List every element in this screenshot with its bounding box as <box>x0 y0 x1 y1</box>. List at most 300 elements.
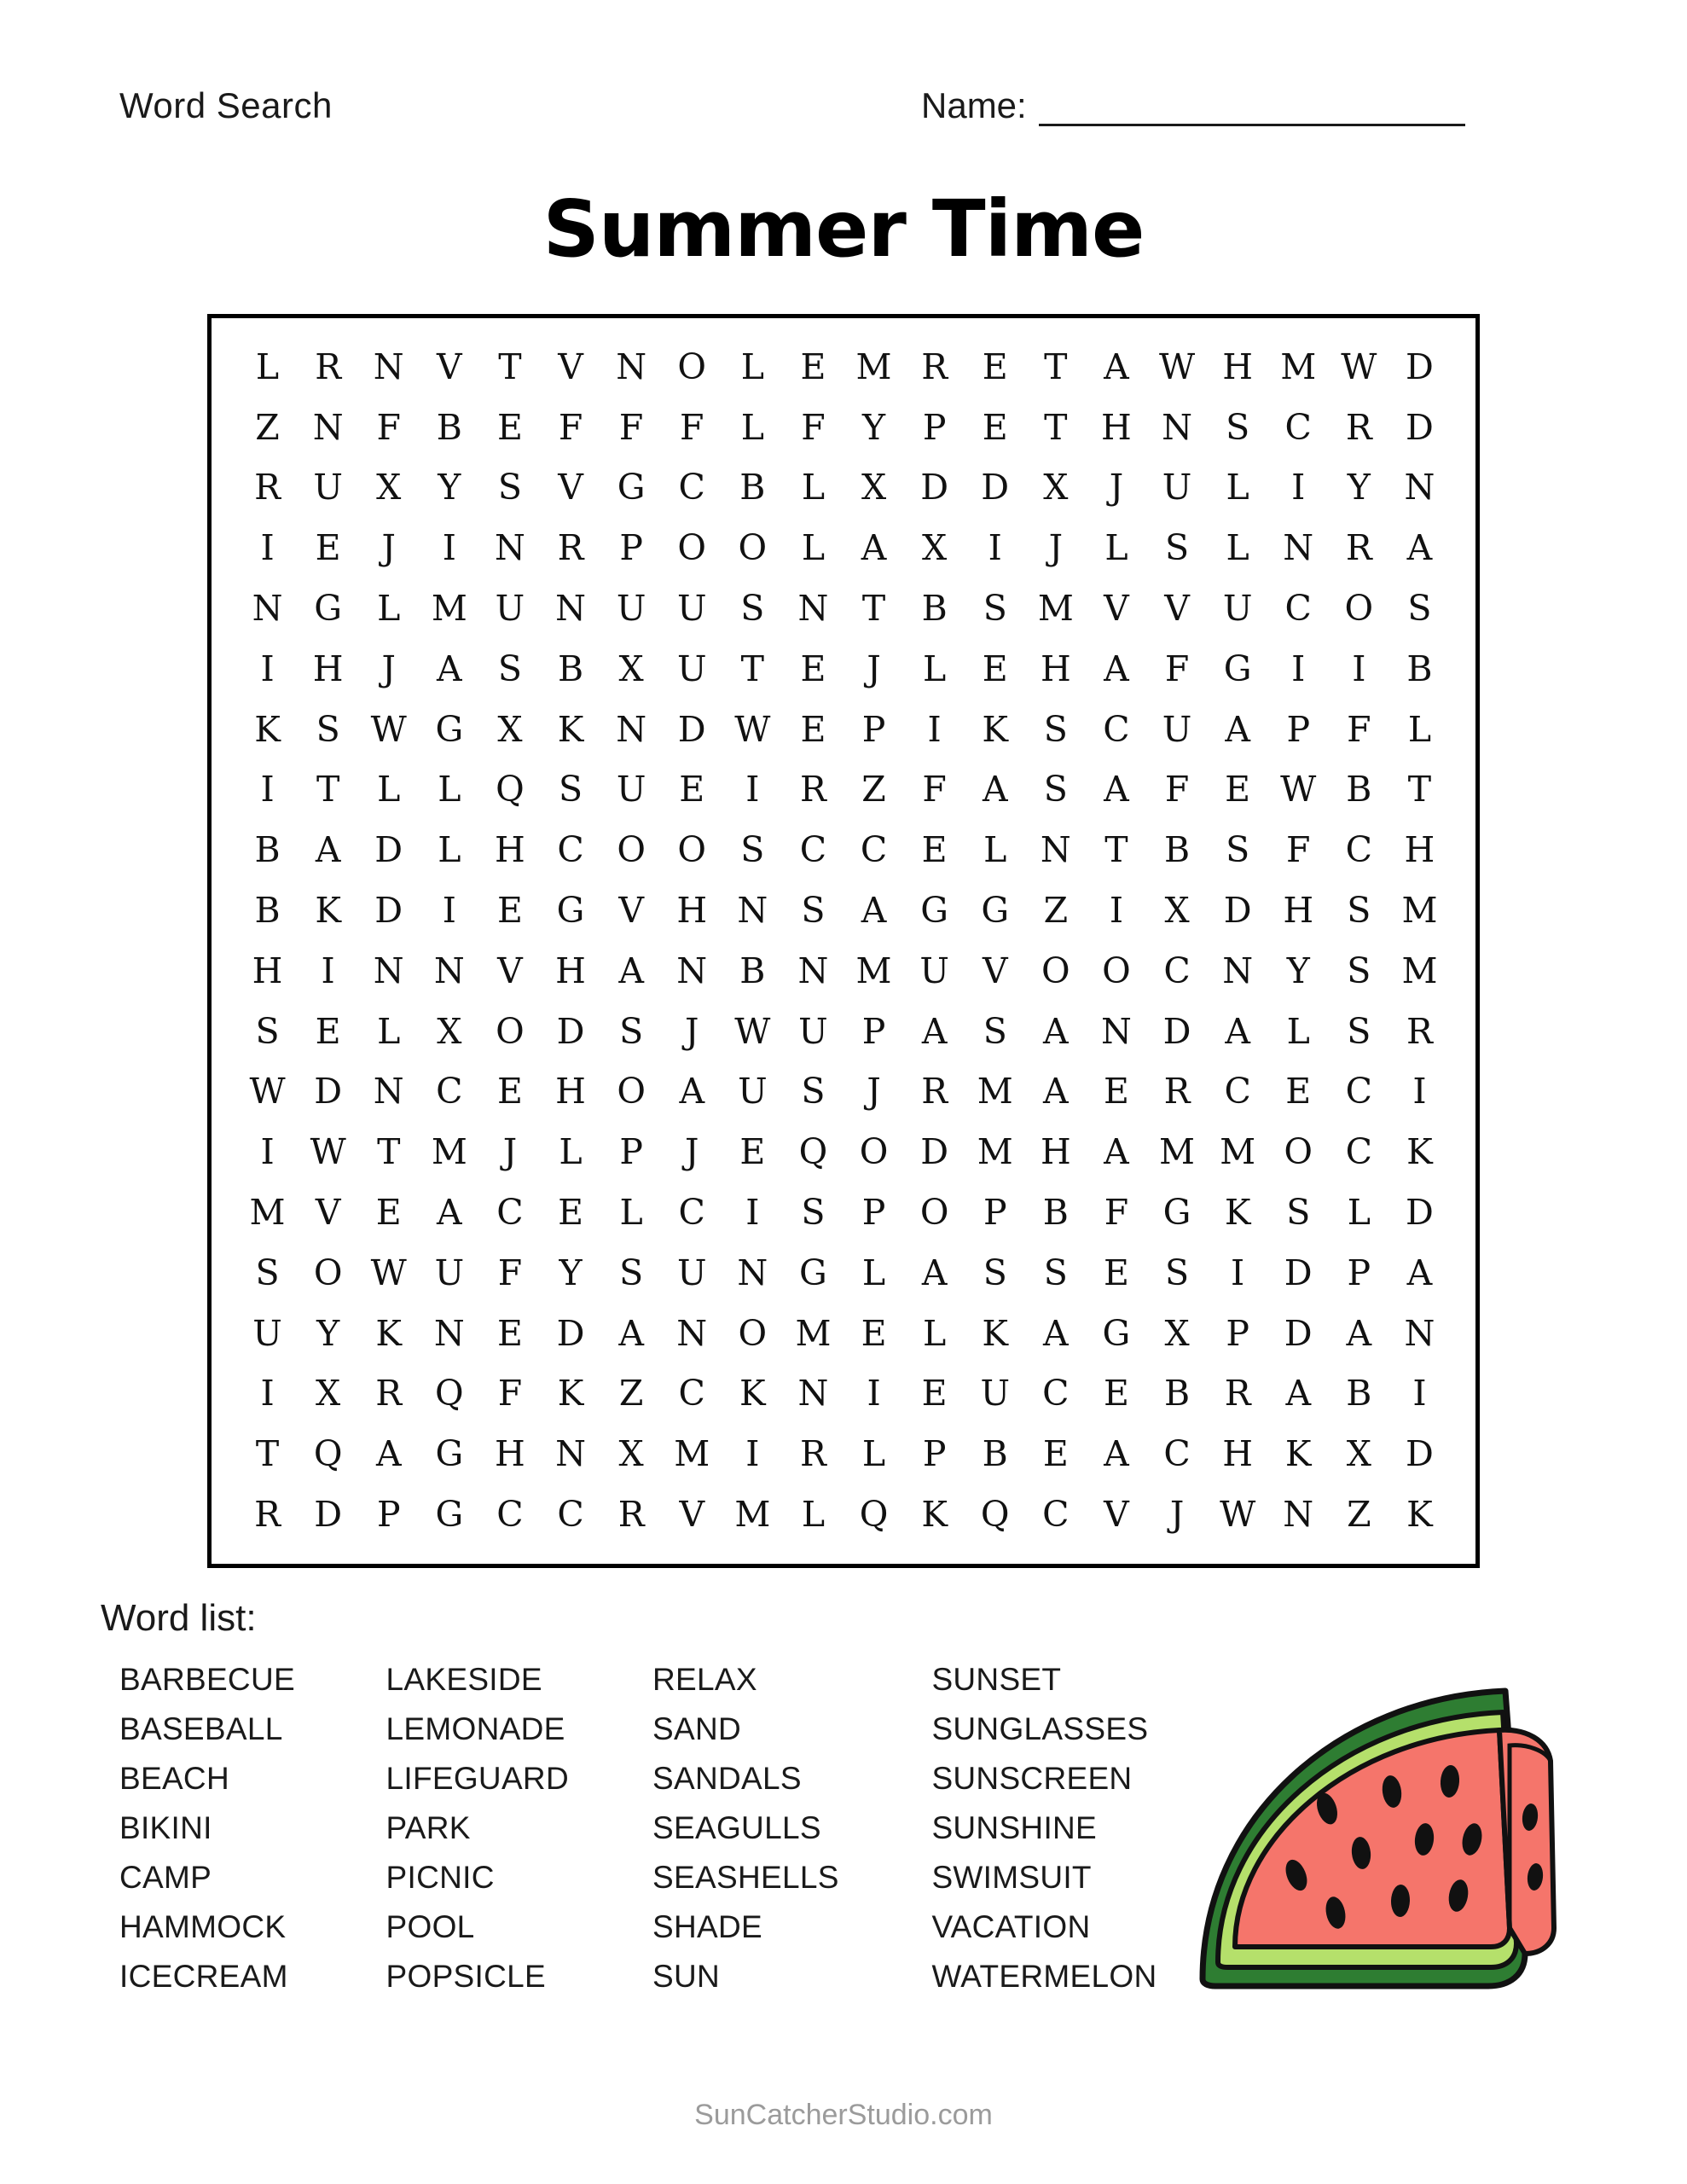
grid-cell[interactable]: S <box>316 708 340 750</box>
grid-cell[interactable]: R <box>1406 1010 1433 1052</box>
grid-cell[interactable]: H <box>676 890 708 932</box>
grid-cell[interactable]: B <box>739 950 766 991</box>
grid-cell[interactable]: T <box>1104 829 1128 871</box>
grid-cell[interactable]: O <box>617 1071 646 1112</box>
grid-cell[interactable]: O <box>1041 950 1070 991</box>
grid-cell[interactable]: S <box>619 1252 644 1293</box>
grid-cell[interactable]: A <box>618 950 644 991</box>
grid-cell[interactable]: V <box>315 1192 341 1234</box>
grid-cell[interactable]: B <box>1346 1373 1372 1414</box>
grid-cell[interactable]: W <box>734 1010 771 1052</box>
grid-cell[interactable]: A <box>1043 1010 1069 1052</box>
grid-cell[interactable]: C <box>1163 1433 1191 1475</box>
grid-cell[interactable]: L <box>559 1131 583 1173</box>
grid-cell[interactable]: G <box>435 1494 464 1536</box>
grid-cell[interactable]: S <box>801 1192 826 1234</box>
grid-cell[interactable]: E <box>982 406 1008 448</box>
grid-cell[interactable]: S <box>1347 950 1371 991</box>
grid-cell[interactable]: B <box>1163 829 1191 871</box>
grid-cell[interactable]: M <box>734 1494 771 1536</box>
grid-cell[interactable]: A <box>315 829 341 871</box>
grid-cell[interactable]: B <box>982 1433 1008 1475</box>
grid-cell[interactable]: E <box>800 346 826 387</box>
grid-cell[interactable]: T <box>740 648 765 689</box>
grid-cell[interactable]: M <box>977 1131 1013 1173</box>
grid-cell[interactable]: L <box>801 527 826 569</box>
grid-cell[interactable]: B <box>1042 1192 1069 1234</box>
grid-cell[interactable]: K <box>315 890 341 932</box>
word-list-item[interactable]: SWIMSUIT <box>931 1860 1092 1895</box>
grid-cell[interactable]: O <box>738 527 768 569</box>
grid-cell[interactable]: S <box>983 588 1007 630</box>
grid-cell[interactable]: C <box>1224 1071 1251 1112</box>
grid-cell[interactable]: J <box>1048 527 1064 569</box>
grid-cell[interactable]: N <box>737 890 768 932</box>
grid-cell[interactable]: H <box>1101 406 1132 448</box>
grid-cell[interactable]: M <box>977 1071 1013 1112</box>
grid-cell[interactable]: L <box>923 1312 947 1354</box>
grid-cell[interactable]: P <box>983 1192 1007 1234</box>
grid-cell[interactable]: J <box>867 648 881 689</box>
grid-cell[interactable]: S <box>1407 588 1432 630</box>
grid-cell[interactable]: L <box>740 346 764 387</box>
grid-cell[interactable]: H <box>1283 890 1314 932</box>
grid-cell[interactable]: I <box>1109 890 1124 932</box>
grid-cell[interactable]: F <box>497 1252 523 1293</box>
grid-cell[interactable]: O <box>919 1192 949 1234</box>
grid-cell[interactable]: R <box>1345 406 1372 448</box>
grid-cell[interactable]: E <box>1103 1373 1129 1414</box>
grid-cell[interactable]: I <box>260 769 275 810</box>
grid-cell[interactable]: U <box>1162 708 1192 750</box>
grid-cell[interactable]: J <box>502 1131 518 1173</box>
grid-cell[interactable]: H <box>1040 1131 1071 1173</box>
grid-cell[interactable]: A <box>1406 1252 1433 1293</box>
grid-cell[interactable]: G <box>435 1433 464 1475</box>
grid-cell[interactable]: X <box>1164 890 1190 932</box>
grid-cell[interactable]: K <box>1406 1494 1433 1536</box>
grid-cell[interactable]: E <box>800 648 826 689</box>
word-list-item[interactable]: LIFEGUARD <box>386 1761 569 1796</box>
word-list-item[interactable]: BIKINI <box>119 1810 212 1845</box>
grid-cell[interactable]: P <box>922 406 947 448</box>
grid-cell[interactable]: F <box>618 406 644 448</box>
grid-cell[interactable]: K <box>254 708 281 750</box>
grid-cell[interactable]: E <box>496 1312 523 1354</box>
grid-cell[interactable]: N <box>555 588 586 630</box>
grid-cell[interactable]: C <box>678 1373 705 1414</box>
word-list-item[interactable]: BEACH <box>119 1761 229 1796</box>
grid-cell[interactable]: N <box>555 1433 586 1475</box>
grid-cell[interactable]: Y <box>862 406 886 448</box>
grid-cell[interactable]: V <box>679 1494 705 1536</box>
grid-cell[interactable]: L <box>1286 1010 1310 1052</box>
grid-cell[interactable]: C <box>860 829 888 871</box>
grid-cell[interactable]: I <box>1352 648 1366 689</box>
grid-cell[interactable]: C <box>1284 406 1312 448</box>
grid-cell[interactable]: O <box>1284 1131 1313 1173</box>
grid-cell[interactable]: K <box>739 1373 766 1414</box>
grid-cell[interactable]: H <box>555 950 586 991</box>
grid-cell[interactable]: I <box>260 648 275 689</box>
grid-cell[interactable]: W <box>1158 346 1196 387</box>
grid-cell[interactable]: N <box>1404 1312 1435 1354</box>
word-list-item[interactable]: SAND <box>652 1711 742 1746</box>
grid-cell[interactable]: M <box>431 1131 467 1173</box>
grid-cell[interactable]: N <box>737 1252 768 1293</box>
grid-cell[interactable]: Z <box>1347 1494 1371 1536</box>
grid-cell[interactable]: B <box>1406 648 1433 689</box>
grid-cell[interactable]: N <box>797 588 829 630</box>
word-list-item[interactable]: SUNSET <box>931 1662 1062 1697</box>
grid-cell[interactable]: A <box>1043 1071 1069 1112</box>
grid-cell[interactable]: C <box>1042 1373 1070 1414</box>
grid-cell[interactable]: D <box>1284 1312 1313 1354</box>
grid-cell[interactable]: X <box>1346 1433 1371 1475</box>
grid-cell[interactable]: C <box>678 467 705 508</box>
grid-cell[interactable]: N <box>616 708 647 750</box>
grid-cell[interactable]: L <box>438 829 461 871</box>
grid-cell[interactable]: P <box>1286 708 1311 750</box>
grid-cell[interactable]: I <box>745 1433 760 1475</box>
grid-cell[interactable]: S <box>255 1252 280 1293</box>
grid-cell[interactable]: A <box>1406 527 1433 569</box>
grid-cell[interactable]: Y <box>559 1252 583 1293</box>
grid-cell[interactable]: I <box>321 950 335 991</box>
grid-cell[interactable]: D <box>1406 1433 1434 1475</box>
grid-cell[interactable]: T <box>1044 406 1068 448</box>
grid-cell[interactable]: K <box>1406 1131 1433 1173</box>
grid-cell[interactable]: U <box>434 1252 465 1293</box>
grid-cell[interactable]: S <box>1226 829 1250 871</box>
grid-cell[interactable]: C <box>1345 1131 1373 1173</box>
grid-cell[interactable]: P <box>1226 1312 1249 1354</box>
grid-cell[interactable]: T <box>861 588 886 630</box>
grid-cell[interactable]: A <box>679 1071 705 1112</box>
grid-cell[interactable]: M <box>855 346 892 387</box>
grid-cell[interactable]: R <box>1224 1373 1251 1414</box>
grid-cell[interactable]: V <box>618 890 644 932</box>
word-list-item[interactable]: VACATION <box>931 1909 1091 1944</box>
grid-cell[interactable]: S <box>1043 1252 1068 1293</box>
grid-cell[interactable]: F <box>1347 708 1371 750</box>
grid-cell[interactable]: C <box>1042 1494 1070 1536</box>
grid-cell[interactable]: E <box>375 1192 402 1234</box>
grid-cell[interactable]: M <box>249 1192 286 1234</box>
grid-cell[interactable]: N <box>1040 829 1071 871</box>
grid-cell[interactable]: B <box>436 406 462 448</box>
grid-cell[interactable]: A <box>375 1433 402 1475</box>
grid-cell[interactable]: K <box>982 708 1009 750</box>
grid-cell[interactable]: B <box>557 648 584 689</box>
grid-cell[interactable]: O <box>1344 588 1374 630</box>
grid-cell[interactable]: I <box>442 527 456 569</box>
grid-cell[interactable]: F <box>376 406 401 448</box>
grid-cell[interactable]: X <box>316 1373 341 1414</box>
grid-cell[interactable]: I <box>867 1373 881 1414</box>
grid-cell[interactable]: K <box>375 1312 403 1354</box>
word-list-item[interactable]: SUNGLASSES <box>931 1711 1149 1746</box>
grid-cell[interactable]: L <box>740 406 764 448</box>
grid-cell[interactable]: N <box>1222 950 1254 991</box>
grid-cell[interactable]: S <box>255 1010 280 1052</box>
word-list-item[interactable]: SUN <box>652 1959 721 1994</box>
grid-cell[interactable]: W <box>370 1252 407 1293</box>
grid-cell[interactable]: W <box>734 708 771 750</box>
grid-cell[interactable]: W <box>1280 769 1317 810</box>
grid-cell[interactable]: L <box>255 346 280 387</box>
grid-cell[interactable]: S <box>740 829 765 871</box>
grid-cell[interactable]: D <box>1223 890 1252 932</box>
grid-cell[interactable]: W <box>310 1131 346 1173</box>
grid-cell[interactable]: E <box>921 1373 948 1414</box>
grid-cell[interactable]: S <box>1286 1192 1311 1234</box>
word-list-item[interactable]: PARK <box>386 1810 471 1845</box>
grid-cell[interactable]: Z <box>618 1373 644 1414</box>
grid-cell[interactable]: S <box>1043 769 1068 810</box>
grid-cell[interactable]: M <box>1280 346 1317 387</box>
grid-cell[interactable]: L <box>1347 1192 1371 1234</box>
grid-cell[interactable]: N <box>373 950 404 991</box>
grid-cell[interactable]: X <box>1043 467 1069 508</box>
word-list-item[interactable]: BARBECUE <box>119 1662 295 1697</box>
grid-cell[interactable]: D <box>374 829 403 871</box>
grid-cell[interactable]: D <box>314 1071 343 1112</box>
grid-cell[interactable]: E <box>1285 1071 1312 1112</box>
grid-cell[interactable]: T <box>316 769 340 810</box>
grid-cell[interactable]: S <box>983 1010 1007 1052</box>
grid-cell[interactable]: K <box>921 1494 948 1536</box>
word-list-item[interactable]: POOL <box>386 1909 475 1944</box>
grid-cell[interactable]: X <box>922 527 948 569</box>
word-list-item[interactable]: SHADE <box>652 1909 763 1944</box>
grid-cell[interactable]: E <box>739 1131 766 1173</box>
word-list-item[interactable]: HAMMOCK <box>119 1909 287 1944</box>
grid-cell[interactable]: B <box>1346 769 1372 810</box>
grid-cell[interactable]: P <box>922 1433 947 1475</box>
grid-cell[interactable]: Q <box>980 1494 1010 1536</box>
grid-cell[interactable]: W <box>1341 346 1377 387</box>
grid-cell[interactable]: T <box>377 1131 401 1173</box>
grid-cell[interactable]: A <box>861 527 887 569</box>
grid-cell[interactable]: M <box>1037 588 1074 630</box>
grid-cell[interactable]: F <box>801 406 826 448</box>
grid-cell[interactable]: A <box>618 1312 644 1354</box>
grid-cell[interactable]: R <box>921 1071 948 1112</box>
grid-cell[interactable]: A <box>1285 1373 1312 1414</box>
grid-cell[interactable]: W <box>370 708 407 750</box>
grid-cell[interactable]: N <box>616 346 647 387</box>
grid-cell[interactable]: T <box>255 1433 280 1475</box>
grid-cell[interactable]: N <box>797 1373 829 1414</box>
grid-cell[interactable]: O <box>677 346 707 387</box>
grid-cell[interactable]: V <box>1104 1494 1129 1536</box>
grid-cell[interactable]: L <box>861 1433 886 1475</box>
grid-cell[interactable]: N <box>252 588 283 630</box>
grid-cell[interactable]: L <box>377 588 401 630</box>
grid-cell[interactable]: C <box>496 1192 524 1234</box>
grid-cell[interactable]: U <box>1222 588 1253 630</box>
grid-cell[interactable]: Z <box>861 769 886 810</box>
word-list-item[interactable]: WATERMELON <box>931 1959 1157 1994</box>
grid-cell[interactable]: I <box>1291 648 1306 689</box>
grid-cell[interactable]: U <box>495 588 525 630</box>
grid-cell[interactable]: L <box>983 829 1007 871</box>
grid-cell[interactable]: E <box>496 890 523 932</box>
grid-cell[interactable]: P <box>861 708 886 750</box>
grid-cell[interactable]: P <box>1347 1252 1371 1293</box>
grid-cell[interactable]: N <box>1283 527 1314 569</box>
grid-cell[interactable]: C <box>799 829 827 871</box>
word-list-item[interactable]: CAMP <box>119 1860 212 1895</box>
grid-cell[interactable]: M <box>795 1312 832 1354</box>
grid-cell[interactable]: Y <box>316 1312 340 1354</box>
grid-cell[interactable]: F <box>1104 1192 1129 1234</box>
grid-cell[interactable]: U <box>676 648 707 689</box>
grid-cell[interactable]: E <box>982 648 1008 689</box>
grid-cell[interactable]: D <box>556 1312 585 1354</box>
grid-cell[interactable]: B <box>254 890 281 932</box>
grid-cell[interactable]: R <box>617 1494 645 1536</box>
grid-cell[interactable]: Q <box>496 769 525 810</box>
grid-cell[interactable]: A <box>921 1010 948 1052</box>
grid-cell[interactable]: L <box>377 769 401 810</box>
grid-cell[interactable]: E <box>496 406 523 448</box>
grid-cell[interactable]: V <box>558 467 583 508</box>
grid-cell[interactable]: U <box>919 950 949 991</box>
grid-cell[interactable]: T <box>498 346 522 387</box>
grid-cell[interactable]: P <box>619 527 643 569</box>
grid-cell[interactable]: I <box>1412 1071 1427 1112</box>
grid-cell[interactable]: P <box>861 1192 886 1234</box>
grid-cell[interactable]: G <box>1162 1192 1191 1234</box>
grid-cell[interactable]: H <box>495 829 525 871</box>
grid-cell[interactable]: K <box>557 708 584 750</box>
grid-cell[interactable]: H <box>495 1433 525 1475</box>
grid-cell[interactable]: R <box>315 346 342 387</box>
grid-cell[interactable]: N <box>1404 467 1435 508</box>
grid-cell[interactable]: E <box>1225 769 1251 810</box>
grid-cell[interactable]: V <box>497 950 523 991</box>
grid-cell[interactable]: T <box>1044 346 1068 387</box>
grid-cell[interactable]: U <box>738 1071 768 1112</box>
grid-cell[interactable]: Q <box>798 1131 828 1173</box>
grid-cell[interactable]: O <box>1102 950 1131 991</box>
grid-cell[interactable]: X <box>618 648 644 689</box>
grid-cell[interactable]: S <box>740 588 765 630</box>
grid-cell[interactable]: G <box>314 588 343 630</box>
grid-cell[interactable]: F <box>1286 829 1311 871</box>
grid-cell[interactable]: E <box>315 527 341 569</box>
grid-cell[interactable]: S <box>801 1071 826 1112</box>
grid-cell[interactable]: E <box>558 1192 583 1234</box>
word-list-item[interactable]: LAKESIDE <box>386 1662 542 1697</box>
grid-cell[interactable]: U <box>616 769 646 810</box>
grid-cell[interactable]: V <box>1164 588 1190 630</box>
grid-cell[interactable]: M <box>1401 890 1438 932</box>
grid-cell[interactable]: F <box>680 406 704 448</box>
grid-cell[interactable]: A <box>921 1252 948 1293</box>
grid-cell[interactable]: X <box>1164 1312 1190 1354</box>
grid-cell[interactable]: C <box>1284 588 1312 630</box>
grid-cell[interactable]: S <box>1226 406 1250 448</box>
grid-cell[interactable]: I <box>988 527 1002 569</box>
grid-cell[interactable]: O <box>677 527 707 569</box>
grid-cell[interactable]: I <box>1291 467 1306 508</box>
grid-cell[interactable]: A <box>982 769 1008 810</box>
grid-cell[interactable]: M <box>674 1433 710 1475</box>
grid-cell[interactable]: U <box>616 588 646 630</box>
grid-cell[interactable]: I <box>260 527 275 569</box>
grid-cell[interactable]: M <box>431 588 467 630</box>
grid-cell[interactable]: L <box>801 467 826 508</box>
grid-cell[interactable]: U <box>676 588 707 630</box>
grid-cell[interactable]: R <box>375 1373 403 1414</box>
grid-cell[interactable]: R <box>921 346 948 387</box>
grid-cell[interactable]: G <box>920 890 949 932</box>
grid-cell[interactable]: L <box>619 1192 643 1234</box>
grid-cell[interactable]: J <box>685 1010 699 1052</box>
grid-cell[interactable]: W <box>1220 1494 1256 1536</box>
grid-cell[interactable]: D <box>920 1131 949 1173</box>
grid-cell[interactable]: D <box>556 1010 585 1052</box>
grid-cell[interactable]: V <box>437 346 462 387</box>
word-list-item[interactable]: LEMONADE <box>386 1711 565 1746</box>
grid-cell[interactable]: K <box>557 1373 584 1414</box>
grid-cell[interactable]: O <box>617 829 646 871</box>
grid-cell[interactable]: E <box>315 1010 341 1052</box>
grid-cell[interactable]: R <box>1163 1071 1191 1112</box>
grid-cell[interactable]: G <box>435 708 464 750</box>
grid-cell[interactable]: K <box>1284 1433 1312 1475</box>
grid-cell[interactable]: U <box>980 1373 1011 1414</box>
grid-cell[interactable]: E <box>921 829 948 871</box>
grid-cell[interactable]: S <box>1164 527 1190 569</box>
grid-cell[interactable]: P <box>861 1010 886 1052</box>
grid-cell[interactable]: C <box>557 1494 584 1536</box>
grid-cell[interactable]: J <box>867 1071 881 1112</box>
word-list-item[interactable]: ICECREAM <box>119 1959 288 1994</box>
grid-cell[interactable]: A <box>1104 346 1129 387</box>
grid-cell[interactable]: H <box>252 950 283 991</box>
grid-cell[interactable]: B <box>921 588 948 630</box>
grid-cell[interactable]: S <box>1043 708 1068 750</box>
grid-cell[interactable]: P <box>619 1131 643 1173</box>
grid-cell[interactable]: A <box>1104 1131 1129 1173</box>
grid-cell[interactable]: J <box>685 1131 699 1173</box>
grid-cell[interactable]: S <box>801 890 826 932</box>
grid-cell[interactable]: X <box>618 1433 644 1475</box>
grid-cell[interactable]: O <box>496 1010 525 1052</box>
grid-cell[interactable]: D <box>677 708 706 750</box>
grid-cell[interactable]: H <box>1404 829 1435 871</box>
grid-cell[interactable]: H <box>312 648 344 689</box>
grid-cell[interactable]: S <box>1164 1252 1190 1293</box>
grid-cell[interactable]: N <box>797 950 829 991</box>
grid-cell[interactable]: C <box>1345 1071 1373 1112</box>
grid-cell[interactable]: S <box>497 648 522 689</box>
grid-cell[interactable]: J <box>381 527 396 569</box>
grid-cell[interactable]: Q <box>313 1433 343 1475</box>
grid-cell[interactable]: G <box>1102 1312 1131 1354</box>
grid-cell[interactable]: S <box>983 1252 1007 1293</box>
grid-cell[interactable]: E <box>1042 1433 1069 1475</box>
grid-cell[interactable]: A <box>1346 1312 1372 1354</box>
grid-cell[interactable]: V <box>558 346 583 387</box>
grid-cell[interactable]: A <box>861 890 887 932</box>
grid-cell[interactable]: N <box>676 1312 708 1354</box>
grid-cell[interactable]: D <box>1406 406 1434 448</box>
